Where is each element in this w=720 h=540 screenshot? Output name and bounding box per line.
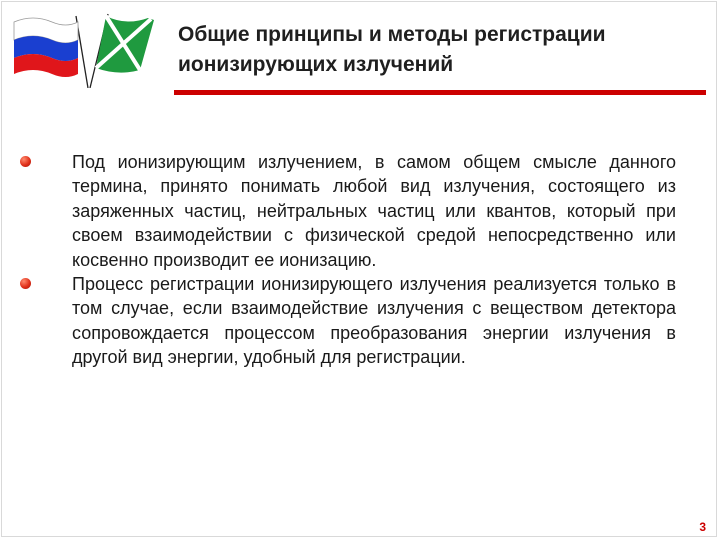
bullet-list [20,150,676,370]
bullet-text-1: Под ионизирующим излучением, в самом общем смысле данного термина, принято понимать любой вид излучения, состоящего из заряженных частиц, нейтральных частиц или квантов, который при своем взаимодействии с физической средой непосредственно или косвенно производит ее ионизацию. [72,152,676,270]
green-saltire-flag-icon [90,14,154,88]
bullet-text-2: Процесс регистрации ионизирующего излучения реализуется только в том случае, если взаимодействие излучения с веществом детектора сопровождается процессом преобразования энергии излучения в другой вид энергии, удобный для регистрации. [72,274,676,368]
flags-logo [8,12,158,88]
title-line-2: ионизирующих излучений [178,53,454,76]
title-underline [174,90,706,95]
slide-title [178,20,698,80]
bullet-item-1 [20,150,676,272]
bullet-icon [20,156,31,167]
title-line-1: Общие принципы и методы регистрации [178,23,606,46]
russia-flag-icon [14,16,88,88]
bullet-item-2 [20,272,676,370]
page-number: 3 [699,520,706,534]
bullet-icon [20,278,31,289]
